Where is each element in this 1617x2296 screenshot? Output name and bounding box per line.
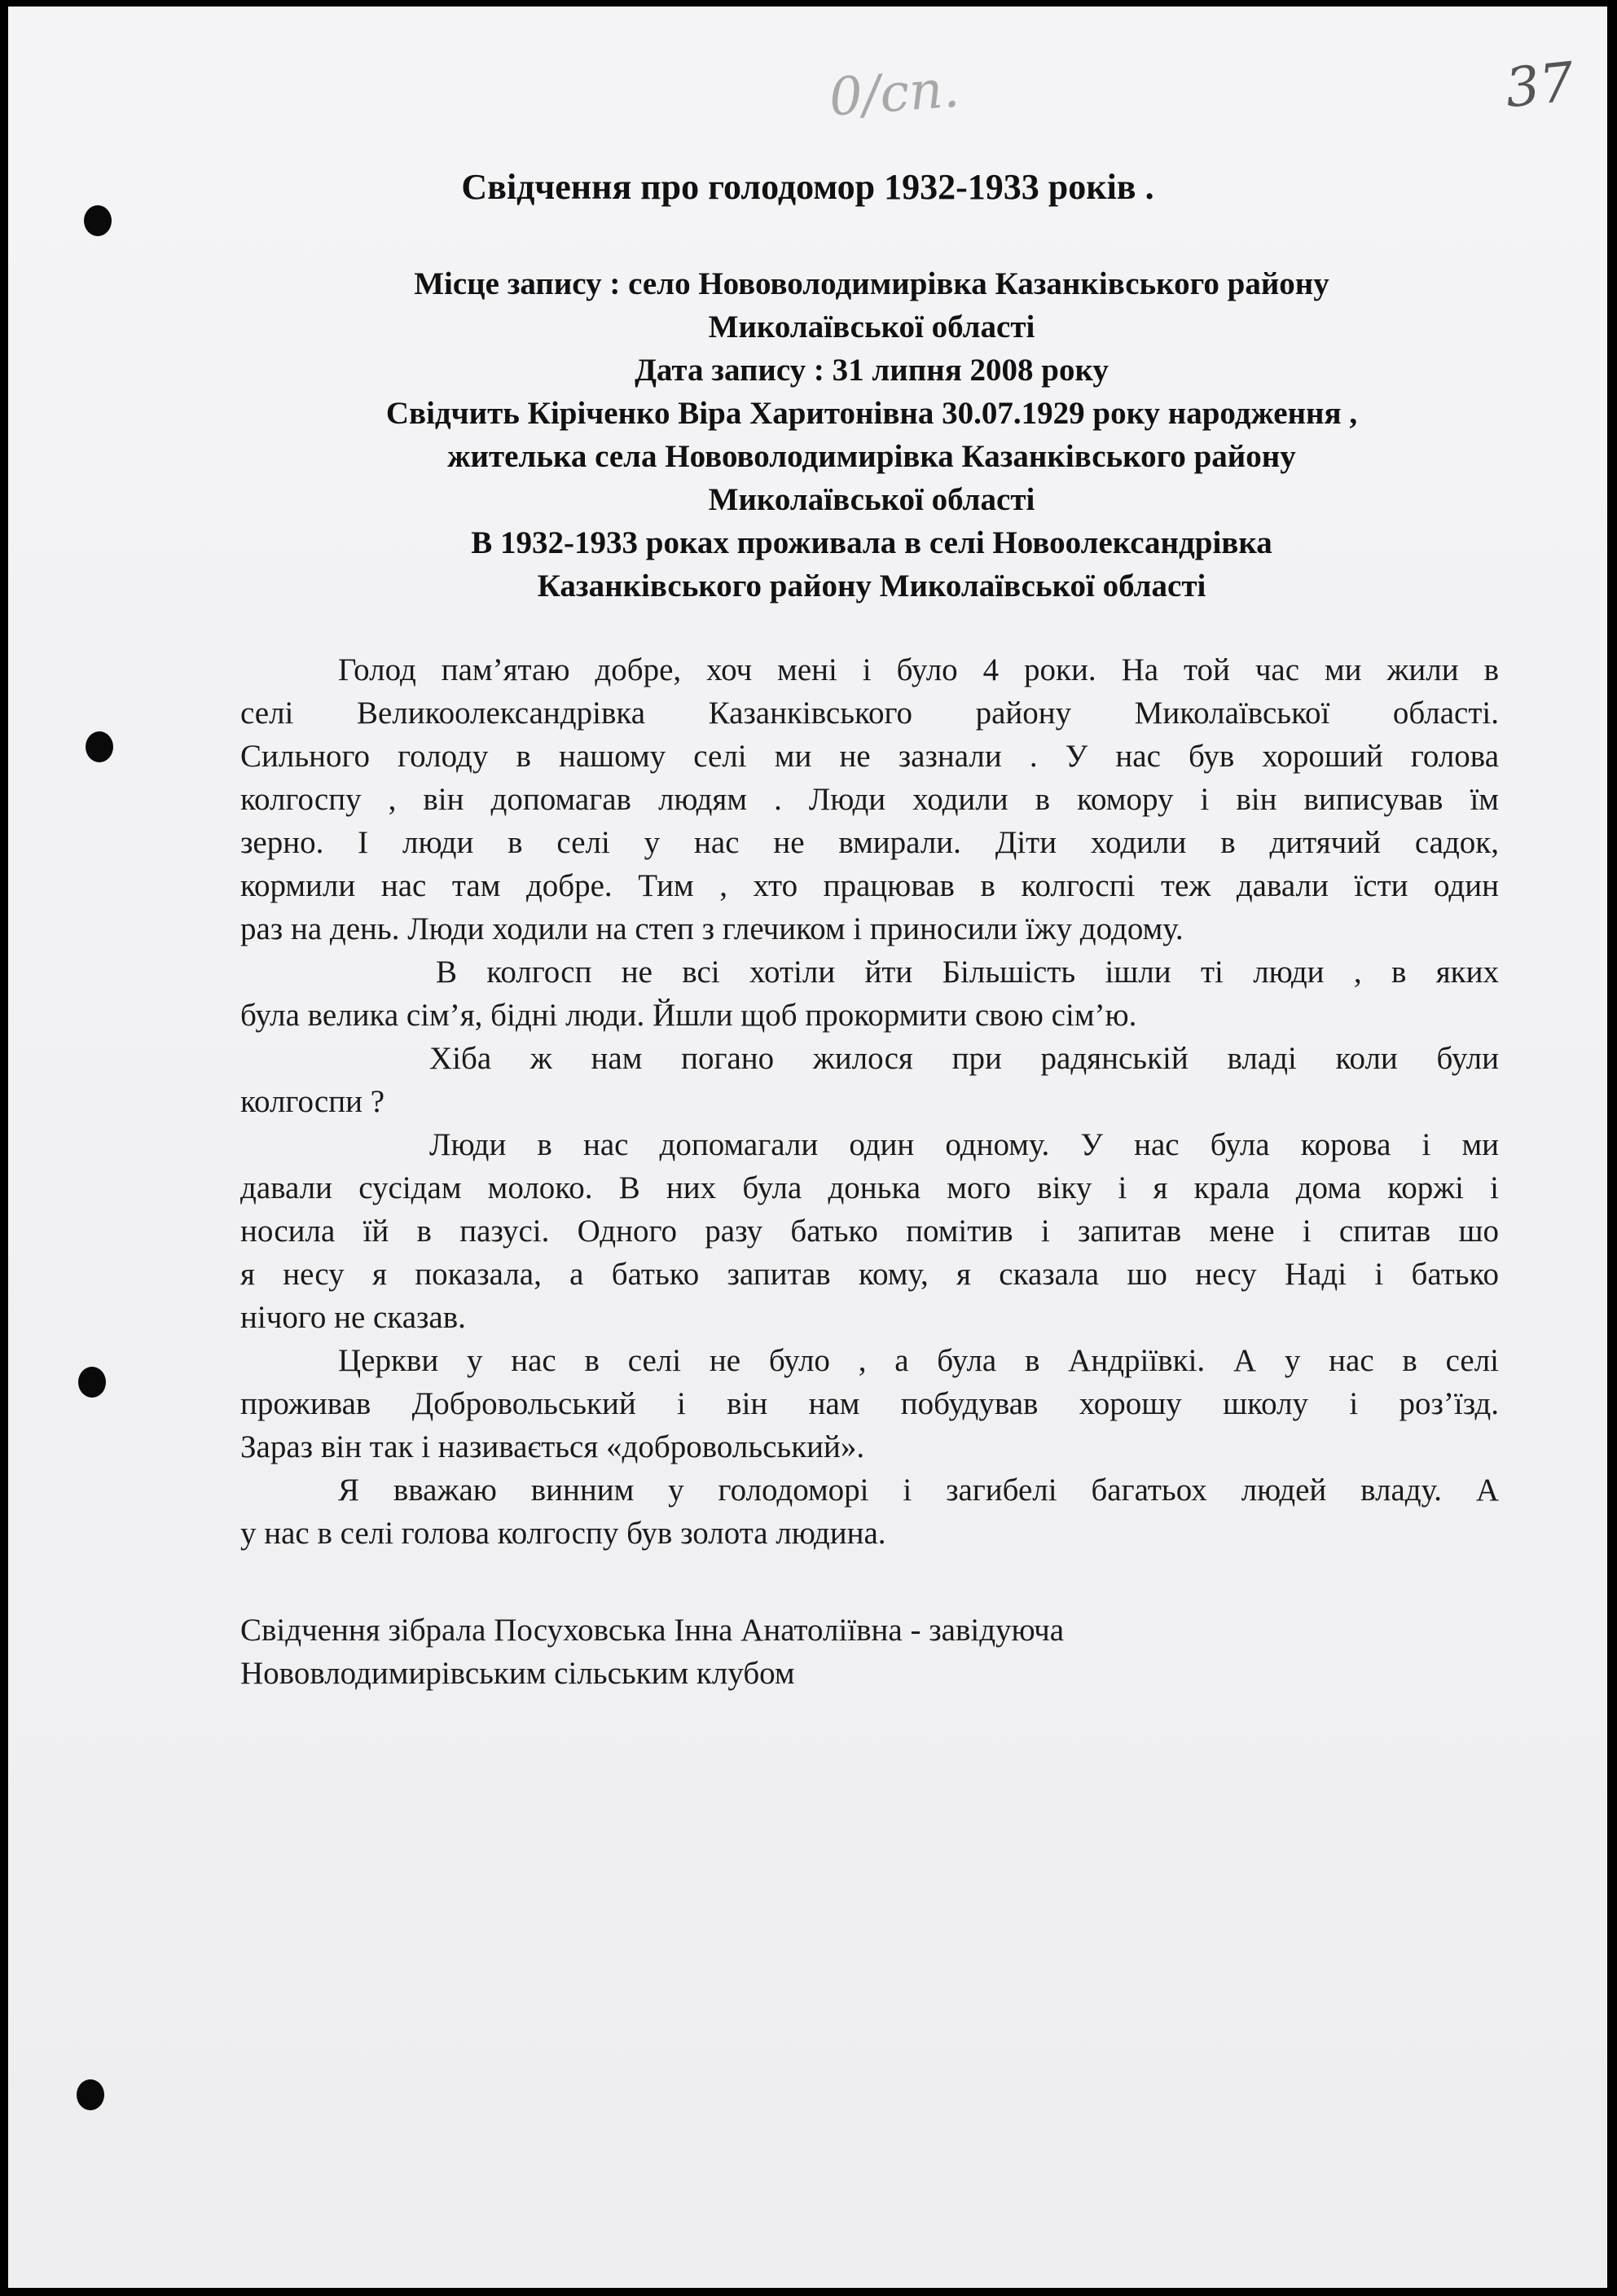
record-header xyxy=(196,262,1548,608)
body-line: кормили нас там добре. Тим , хто працював в колгоспі теж давали їсти один xyxy=(240,868,1499,903)
testimony-body xyxy=(240,648,1499,1555)
header-line: Миколаївської області xyxy=(708,482,1035,517)
document-page xyxy=(8,7,1607,2288)
header-line: Дата запису : 31 липня 2008 року xyxy=(635,353,1109,388)
body-line: Голод пам’ятаю добре, хоч мені і було 4 роки. На той час ми жили в xyxy=(338,652,1499,687)
body-line: Зараз він так і називається «добровольський». xyxy=(240,1429,865,1464)
header-line: Миколаївської області xyxy=(708,309,1035,345)
body-line: нічого не сказав. xyxy=(240,1300,466,1335)
body-line: раз на день. Люди ходили на степ з глечиком і приносили їжу додому. xyxy=(240,911,1184,946)
binder-hole xyxy=(84,205,112,236)
signature-line: Свідчення зібрала Посуховська Інна Анатоліївна - завідуюча xyxy=(240,1613,1065,1648)
signature-line: Нововлодимирівським сільським клубом xyxy=(240,1656,795,1691)
body-line: проживав Добровольський і він нам побудував хорошу школу і роз’їзд. xyxy=(240,1386,1499,1421)
body-line: колгоспи ? xyxy=(240,1084,385,1119)
body-line: у нас в селі голова колгоспу був золота людина. xyxy=(240,1516,886,1551)
handwritten-page-number: 37 xyxy=(1502,50,1577,121)
body-line: Сильного голоду в нашому селі ми не зазнали . У нас був хороший голова xyxy=(240,739,1499,774)
body-line: В колгосп не всі хотіли йти Більшість ішли ті люди , в яких xyxy=(436,955,1499,990)
body-line: колгоспу , він допомагав людям . Люди ходили в комору і він виписував їм xyxy=(240,782,1499,817)
collector-signature xyxy=(240,1609,1064,1695)
binder-hole xyxy=(78,1367,106,1398)
binder-hole xyxy=(77,2079,104,2110)
body-line: я несу я показала, а батько запитав кому, я сказала шо несу Наді і батько xyxy=(240,1257,1499,1292)
body-line: Люди в нас допомагали один одному. У нас була корова і ми xyxy=(429,1127,1499,1162)
header-line: В 1932-1933 роках проживала в селі Новоолександрівка xyxy=(471,525,1272,560)
handwritten-mark: 0/сп. xyxy=(827,59,962,129)
body-line: носила їй в пазусі. Одного разу батько помітив і запитав мене і спитав шо xyxy=(240,1214,1499,1249)
header-line: Місце запису : село Нововолодимирівка Казанківського району xyxy=(414,266,1329,301)
binder-hole xyxy=(86,731,113,762)
body-line: була велика сім’я, бідні люди. Йшли щоб прокормити свою сім’ю. xyxy=(240,998,1137,1033)
header-line: Казанківського району Миколаївської області xyxy=(537,569,1206,604)
body-line: Хіба ж нам погано жилося при радянській владі коли були xyxy=(429,1041,1499,1076)
document-title: Свідчення про голодомор 1932-1933 років . xyxy=(461,167,1154,207)
body-line: Церкви у нас в селі не було , а була в Андріївкі. А у нас в селі xyxy=(338,1343,1499,1378)
header-line: Свідчить Кіріченко Віра Харитонівна 30.07.1929 року народження , xyxy=(385,396,1358,431)
header-line: жителька села Нововолодимирівка Казанківського району xyxy=(447,439,1296,474)
body-line: зерно. І люди в селі у нас не вмирали. Діти ходили в дитячий садок, xyxy=(240,825,1499,860)
body-line: давали сусідам молоко. В них була донька мого віку і я крала дома коржі і xyxy=(240,1170,1499,1205)
body-line: селі Великоолександрівка Казанківського району Миколаївської області. xyxy=(240,696,1499,731)
body-line: Я вважаю винним у голодоморі і загибелі багатьох людей владу. А xyxy=(338,1473,1499,1508)
